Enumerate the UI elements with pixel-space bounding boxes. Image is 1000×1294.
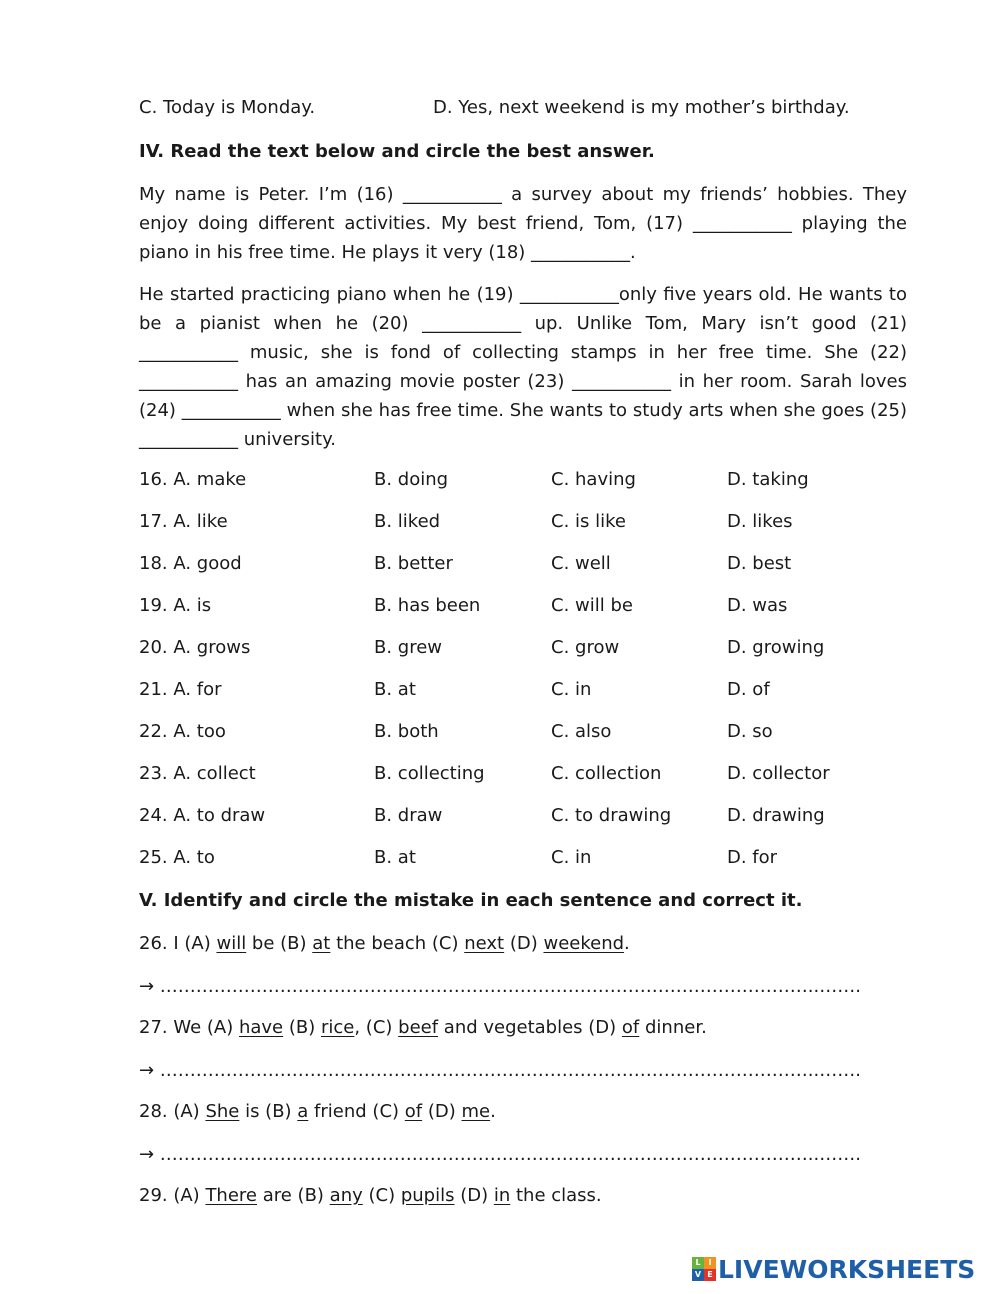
option-b[interactable]: B. doing: [374, 469, 449, 490]
q29-text: (D): [454, 1185, 494, 1206]
q28-choice-d[interactable]: me: [461, 1101, 491, 1122]
answer-line-28[interactable]: → ………………………………………………………………………………………………..…….: [139, 1144, 861, 1165]
option-a[interactable]: 20. A. grows: [139, 637, 251, 658]
option-b[interactable]: B. collecting: [374, 763, 485, 784]
logo-mark-letter: I: [704, 1257, 716, 1269]
option-d[interactable]: D. taking: [727, 469, 809, 490]
option-c[interactable]: C. also: [551, 721, 612, 742]
q29-text: 29. (A): [139, 1185, 206, 1206]
q26-choice-d[interactable]: weekend: [543, 933, 625, 954]
q26-choice-c[interactable]: next: [464, 933, 505, 954]
option-b[interactable]: B. grew: [374, 637, 443, 658]
option-a[interactable]: 17. A. like: [139, 511, 228, 532]
q27-choice-c[interactable]: beef: [398, 1017, 439, 1038]
q28-text: (D): [422, 1101, 462, 1122]
q28-text: 28. (A): [139, 1101, 206, 1122]
q26-text: be (B): [246, 933, 313, 954]
option-d[interactable]: D. growing: [727, 637, 825, 658]
q29-text: are (B): [257, 1185, 330, 1206]
q27-choice-a[interactable]: have: [238, 1017, 284, 1038]
q27-text: , (C): [354, 1017, 399, 1038]
option-c[interactable]: C. having: [551, 469, 636, 490]
option-b[interactable]: B. at: [374, 847, 416, 868]
section-iv-paragraph-1: My name is Peter. I’m (16) ___________ a survey about my friends’ hobbies. They enjoy doing different activities. My best friend, Tom, (17) ___________ playing the piano in his free time. He plays it very (18) ___________.: [139, 184, 907, 263]
q29-text: (C): [362, 1185, 401, 1206]
logo-mark-letter: E: [704, 1269, 716, 1281]
option-a[interactable]: 18. A. good: [139, 553, 242, 574]
question-26: [139, 933, 630, 954]
logo-mark-letter: L: [692, 1257, 704, 1269]
q27-text: dinner.: [639, 1017, 707, 1038]
option-c[interactable]: C. in: [551, 679, 592, 700]
section-iv-heading: IV. Read the text below and circle the best answer.: [139, 141, 655, 162]
option-d[interactable]: D. was: [727, 595, 788, 616]
q27-text: (B): [283, 1017, 321, 1038]
liveworksheets-logo[interactable]: [692, 1254, 975, 1284]
option-d[interactable]: D. collector: [727, 763, 830, 784]
option-b[interactable]: B. both: [374, 721, 439, 742]
option-a[interactable]: 25. A. to: [139, 847, 215, 868]
q26-text: (D): [504, 933, 544, 954]
option-a[interactable]: 16. A. make: [139, 469, 247, 490]
q26-choice-b[interactable]: at: [312, 933, 331, 954]
q26-text: the beach (C): [330, 933, 465, 954]
q27-text: and vegetables (D): [438, 1017, 622, 1038]
q28-text: .: [490, 1101, 496, 1122]
option-a[interactable]: 19. A. is: [139, 595, 212, 616]
q29-choice-a[interactable]: There: [205, 1185, 257, 1206]
option-c[interactable]: C. is like: [551, 511, 626, 532]
question-28: [139, 1101, 496, 1122]
q29-text: the class.: [510, 1185, 602, 1206]
option-c-text: C. Today is Monday.: [139, 97, 316, 118]
option-c[interactable]: C. to drawing: [551, 805, 672, 826]
q29-choice-b[interactable]: any: [329, 1185, 363, 1206]
option-c[interactable]: C. well: [551, 553, 611, 574]
liveworksheets-logo-icon: [692, 1257, 716, 1281]
option-d[interactable]: D. best: [727, 553, 792, 574]
option-a[interactable]: 21. A. for: [139, 679, 222, 700]
q26-text: .: [624, 933, 630, 954]
question-27: [139, 1017, 707, 1038]
option-b[interactable]: B. at: [374, 679, 416, 700]
option-c[interactable]: C. grow: [551, 637, 620, 658]
q27-choice-b[interactable]: rice: [320, 1017, 355, 1038]
q26-text: 26. I (A): [139, 933, 217, 954]
option-d[interactable]: D. likes: [727, 511, 793, 532]
option-c[interactable]: C. will be: [551, 595, 633, 616]
option-b[interactable]: B. has been: [374, 595, 481, 616]
q29-choice-d[interactable]: in: [493, 1185, 511, 1206]
section-iv-paragraph-2: He started practicing piano when he (19) ___________only five years old. He wants to be a pianist when he (20) ___________ up. Unlike Tom, Mary isn’t good (21) ___________ music, she is fond of collecting stamps in her free time. She (22) ___________ has an amazing movie poster (23) ___________ in her room. Sarah loves (24) ___________ when she has free time. She wants to study arts when she goes (25) ___________ university.: [139, 284, 907, 450]
q28-text: friend (C): [308, 1101, 405, 1122]
section-v-heading: V. Identify and circle the mistake in each sentence and correct it.: [139, 890, 803, 911]
option-a[interactable]: 24. A. to draw: [139, 805, 266, 826]
q28-choice-c[interactable]: of: [404, 1101, 423, 1122]
option-c[interactable]: C. collection: [551, 763, 662, 784]
q27-choice-d[interactable]: of: [621, 1017, 640, 1038]
option-d-text: D. Yes, next weekend is my mother’s birthday.: [433, 97, 850, 118]
option-a[interactable]: 22. A. too: [139, 721, 226, 742]
option-b[interactable]: B. liked: [374, 511, 441, 532]
q28-text: is (B): [239, 1101, 298, 1122]
option-d[interactable]: D. so: [727, 721, 773, 742]
q26-choice-a[interactable]: will: [216, 933, 247, 954]
option-d[interactable]: D. drawing: [727, 805, 825, 826]
option-c[interactable]: C. in: [551, 847, 592, 868]
option-d[interactable]: D. of: [727, 679, 770, 700]
answer-line-27[interactable]: → ………………………………………………………………………………………………..…….: [139, 1060, 861, 1081]
q27-text: 27. We (A): [139, 1017, 239, 1038]
q28-choice-b[interactable]: a: [297, 1101, 309, 1122]
option-a[interactable]: 23. A. collect: [139, 763, 256, 784]
option-b[interactable]: B. draw: [374, 805, 443, 826]
answer-line-26[interactable]: → ………………………………………………………………………………………………..…….: [139, 976, 861, 997]
question-29: [139, 1185, 602, 1206]
q29-choice-c[interactable]: pupils: [400, 1185, 455, 1206]
logo-mark-letter: V: [692, 1269, 704, 1281]
q28-choice-a[interactable]: She: [205, 1101, 240, 1122]
logo-text: LIVEWORKSHEETS: [718, 1254, 976, 1284]
option-b[interactable]: B. better: [374, 553, 453, 574]
option-d[interactable]: D. for: [727, 847, 778, 868]
